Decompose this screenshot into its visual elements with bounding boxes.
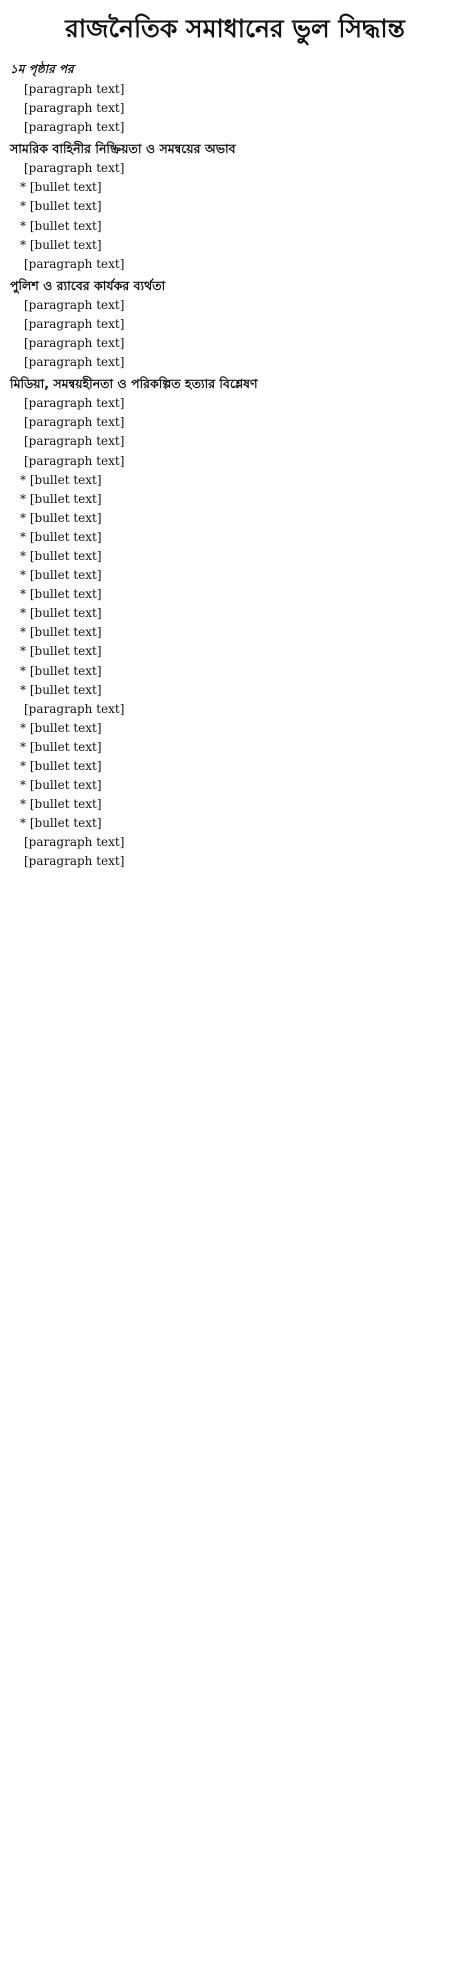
bullet-item: * [bullet text] bbox=[10, 719, 460, 738]
body-paragraph: [paragraph text] bbox=[24, 835, 125, 850]
body-paragraph: [paragraph text] bbox=[24, 82, 125, 96]
bullet-item: * [bullet text] bbox=[10, 178, 460, 197]
body-paragraph: [paragraph text] bbox=[24, 453, 125, 468]
bullet-item: * [bullet text] bbox=[10, 757, 460, 776]
bullet-item: * [bullet text] bbox=[10, 471, 460, 490]
section-heading: মিডিয়া, সমন্বয়হীনতা ও পরিকল্পিত হত্যার বিশ্লেষণ bbox=[10, 376, 258, 392]
bullet-item: * [bullet text] bbox=[10, 547, 460, 566]
section-heading: পুলিশ ও র‍্যাবের কার্যকর ব্যর্থতা bbox=[10, 277, 166, 293]
body-paragraph: [paragraph text] bbox=[24, 297, 125, 312]
body-paragraph: [paragraph text] bbox=[24, 316, 125, 331]
bullet-item: * [bullet text] bbox=[10, 681, 460, 700]
bullet-item: * [bullet text] bbox=[10, 662, 460, 681]
body-paragraph: [paragraph text] bbox=[24, 396, 125, 411]
body-paragraph: [paragraph text] bbox=[24, 336, 125, 351]
article-body bbox=[10, 80, 460, 872]
body-paragraph: [paragraph text] bbox=[24, 256, 125, 271]
body-paragraph: [paragraph text] bbox=[24, 854, 125, 869]
body-paragraph: [paragraph text] bbox=[24, 355, 125, 370]
bullet-item: * [bullet text] bbox=[10, 814, 460, 833]
bullet-item: * [bullet text] bbox=[10, 528, 460, 547]
continued-from-page-1: ১ম পৃষ্ঠার পর bbox=[10, 62, 74, 76]
bullet-item: * [bullet text] bbox=[10, 776, 460, 795]
bullet-item: * [bullet text] bbox=[10, 217, 460, 236]
bullet-item: * [bullet text] bbox=[10, 236, 460, 255]
body-paragraph: [paragraph text] bbox=[24, 120, 125, 135]
bullet-item: * [bullet text] bbox=[10, 795, 460, 814]
body-paragraph: [paragraph text] bbox=[24, 101, 125, 116]
section-heading: সামরিক বাহিনীর নিষ্ক্রিয়তা ও সমন্বয়ের অভাব bbox=[10, 141, 236, 157]
bullet-item: * [bullet text] bbox=[10, 197, 460, 216]
bullet-item: * [bullet text] bbox=[10, 585, 460, 604]
bullet-item: * [bullet text] bbox=[10, 490, 460, 509]
bullet-item: * [bullet text] bbox=[10, 642, 460, 661]
body-paragraph: [paragraph text] bbox=[24, 434, 125, 449]
body-paragraph: [paragraph text] bbox=[24, 701, 125, 716]
bullet-item: * [bullet text] bbox=[10, 566, 460, 585]
bullet-item: * [bullet text] bbox=[10, 738, 460, 757]
body-paragraph: [paragraph text] bbox=[24, 415, 125, 430]
article-headline: রাজনৈতিক সমাধানের ভুল সিদ্ধান্ত bbox=[65, 14, 405, 43]
bullet-item: * [bullet text] bbox=[10, 604, 460, 623]
bullet-item: * [bullet text] bbox=[10, 623, 460, 642]
bullet-item: * [bullet text] bbox=[10, 509, 460, 528]
body-paragraph: [paragraph text] bbox=[24, 161, 125, 176]
